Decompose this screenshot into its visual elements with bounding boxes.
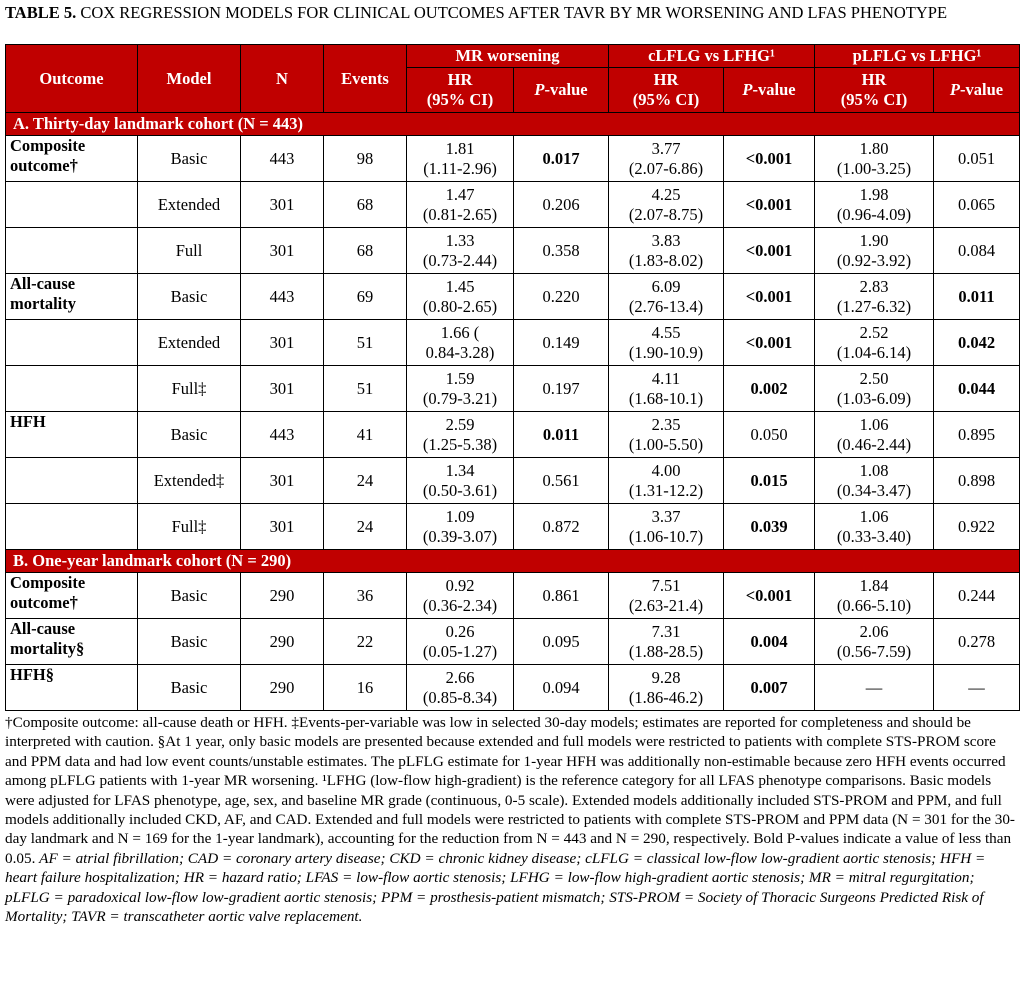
hr-cell bbox=[407, 182, 514, 228]
table-row bbox=[6, 274, 1020, 320]
events-cell: 51 bbox=[324, 320, 407, 366]
pvalue-cell: 0.007 bbox=[724, 665, 815, 711]
outcome-cell bbox=[6, 320, 138, 366]
hr-value: 1.90 bbox=[859, 230, 889, 250]
model-cell: Basic bbox=[138, 665, 241, 711]
table-row bbox=[6, 366, 1020, 412]
hr-cell bbox=[815, 136, 934, 182]
outcome-label: mortality bbox=[10, 294, 76, 313]
table-row bbox=[6, 182, 1020, 228]
header-hr-3 bbox=[815, 68, 934, 113]
ci-value: (1.03-6.09) bbox=[836, 388, 912, 408]
hr-cell bbox=[815, 665, 934, 711]
hr-cell bbox=[815, 274, 934, 320]
header-clflg: cLFLG vs LFHG¹ bbox=[609, 45, 815, 68]
outcome-label: Composite bbox=[10, 136, 86, 155]
hr-value: 4.11 bbox=[651, 368, 681, 388]
hr-value: 1.66 ( bbox=[440, 322, 480, 342]
ci-value: 0.84-3.28) bbox=[425, 342, 495, 362]
model-cell: Full‡ bbox=[138, 366, 241, 412]
hr-cell bbox=[815, 619, 934, 665]
hr-value: 3.77 bbox=[651, 138, 681, 158]
header-hr-2 bbox=[609, 68, 724, 113]
n-cell: 290 bbox=[241, 665, 324, 711]
ci-value: (1.90-10.9) bbox=[628, 342, 704, 362]
header-mr-worsening: MR worsening bbox=[407, 45, 609, 68]
outcome-cell bbox=[6, 573, 138, 619]
outcome-label: mortality§ bbox=[10, 639, 85, 658]
ci-value: (1.83-8.02) bbox=[628, 250, 704, 270]
model-cell: Extended‡ bbox=[138, 458, 241, 504]
ci-value: (1.88-28.5) bbox=[628, 641, 704, 661]
ci-value: (0.81-2.65) bbox=[422, 204, 498, 224]
hr-cell bbox=[815, 504, 934, 550]
pvalue-cell: 0.051 bbox=[934, 136, 1020, 182]
events-cell: 24 bbox=[324, 504, 407, 550]
ci-value: (1.06-10.7) bbox=[628, 526, 704, 546]
model-cell: Basic bbox=[138, 573, 241, 619]
hr-value: 2.66 bbox=[445, 667, 475, 687]
pvalue-cell: 0.044 bbox=[934, 366, 1020, 412]
pvalue-cell: 0.011 bbox=[934, 274, 1020, 320]
ci-value: (1.27-6.32) bbox=[836, 296, 912, 316]
outcome-cell bbox=[6, 228, 138, 274]
hr-cell bbox=[609, 619, 724, 665]
hr-value: 0.92 bbox=[445, 575, 475, 595]
ci-value: (0.36-2.34) bbox=[422, 595, 498, 615]
ci-value: (0.92-3.92) bbox=[836, 250, 912, 270]
header-ci-label: (95% CI) bbox=[632, 90, 700, 109]
pvalue-cell: 0.895 bbox=[934, 412, 1020, 458]
hr-cell bbox=[407, 412, 514, 458]
ci-value: (0.05-1.27) bbox=[422, 641, 498, 661]
header-pvalue-2 bbox=[724, 68, 815, 113]
header-hr-label: HR bbox=[861, 70, 887, 89]
model-cell: Full‡ bbox=[138, 504, 241, 550]
ci-value: (2.63-21.4) bbox=[628, 595, 704, 615]
hr-value: 1.59 bbox=[445, 368, 475, 388]
footnote-text: †Composite outcome: all-cause death or HFH. ‡Events-per-variable was low in selected 30-day models; estimates are reported for completeness and should be interpreted with caution. §At 1 year, only basic models are presented because extended and full models were restricted to patients with complete STS-PROM score and PPM data and had low event counts/unstable estimates. The pLFLG estimate for 1-year HFH was additionally non-estimable because zero HFH events occurred among pLFLG patients with 1-year MR worsening. ¹LFHG (low-flow high-gradient) is the reference category for all LFAS phenotype comparisons. Basic models were adjusted for LFAS phenotype, age, sex, and baseline MR grade (continuous, 0-5 scale). Extended models additionally included STS-PROM and PPM, and full models additionally included CKD, AF, and CAD. Extended and full models were restricted to patients with complete STS-PROM and PPM data (N = 301 for the 30-day landmark and N = 169 for the 1-year landmark), accounting for the reduction from N = 443 and N = 290, respectively. Bold P-values indicate a value of less than 0.05. bbox=[5, 714, 1015, 867]
hr-cell bbox=[609, 573, 724, 619]
ci-value: (0.33-3.40) bbox=[836, 526, 912, 546]
model-cell: Basic bbox=[138, 619, 241, 665]
hr-cell bbox=[815, 228, 934, 274]
outcome-cell bbox=[6, 458, 138, 504]
pvalue-cell: 0.050 bbox=[724, 412, 815, 458]
ci-value: (1.68-10.1) bbox=[628, 388, 704, 408]
hr-value: 1.08 bbox=[859, 460, 889, 480]
hr-value: 1.80 bbox=[859, 138, 889, 158]
pvalue-cell: 0.004 bbox=[724, 619, 815, 665]
hr-value: 7.31 bbox=[651, 621, 681, 641]
hr-cell bbox=[407, 619, 514, 665]
hr-cell bbox=[407, 228, 514, 274]
n-cell: 443 bbox=[241, 136, 324, 182]
ci-value: (0.34-3.47) bbox=[836, 480, 912, 500]
table-label: TABLE 5. bbox=[5, 3, 77, 22]
section-header-row bbox=[6, 113, 1020, 136]
header-p-italic: P bbox=[949, 80, 961, 99]
pvalue-cell: 0.220 bbox=[514, 274, 609, 320]
hr-cell bbox=[609, 320, 724, 366]
hr-value: 1.34 bbox=[445, 460, 475, 480]
hr-value: 7.51 bbox=[651, 575, 681, 595]
n-cell: 443 bbox=[241, 274, 324, 320]
pvalue-cell: 0.015 bbox=[724, 458, 815, 504]
pvalue-cell: 0.039 bbox=[724, 504, 815, 550]
hr-cell bbox=[609, 458, 724, 504]
hr-value: 4.25 bbox=[651, 184, 681, 204]
n-cell: 290 bbox=[241, 619, 324, 665]
n-cell: 301 bbox=[241, 228, 324, 274]
hr-value: 2.35 bbox=[651, 414, 681, 434]
pvalue-cell: 0.872 bbox=[514, 504, 609, 550]
outcome-cell bbox=[6, 504, 138, 550]
hr-cell bbox=[407, 366, 514, 412]
ci-value: (2.07-8.75) bbox=[628, 204, 704, 224]
model-cell: Basic bbox=[138, 136, 241, 182]
section-title: B. One-year landmark cohort (N = 290) bbox=[6, 550, 1020, 573]
header-p-rest: -value bbox=[752, 80, 796, 99]
n-cell: 301 bbox=[241, 366, 324, 412]
ci-value: (1.11-2.96) bbox=[423, 158, 497, 178]
outcome-cell bbox=[6, 412, 138, 458]
hr-cell bbox=[815, 320, 934, 366]
hr-value: 1.45 bbox=[445, 276, 475, 296]
header-hr-label: HR bbox=[447, 70, 473, 89]
pvalue-cell: <0.001 bbox=[724, 136, 815, 182]
header-p-rest: -value bbox=[960, 80, 1004, 99]
hr-value: 0.26 bbox=[445, 621, 475, 641]
events-cell: 22 bbox=[324, 619, 407, 665]
n-cell: 301 bbox=[241, 458, 324, 504]
ci-value: (0.85-8.34) bbox=[422, 687, 498, 707]
pvalue-cell: <0.001 bbox=[724, 573, 815, 619]
header-ci-label: (95% CI) bbox=[840, 90, 908, 109]
pvalue-cell: 0.065 bbox=[934, 182, 1020, 228]
events-cell: 36 bbox=[324, 573, 407, 619]
model-cell: Basic bbox=[138, 274, 241, 320]
outcome-cell bbox=[6, 136, 138, 182]
n-cell: 301 bbox=[241, 504, 324, 550]
n-cell: 301 bbox=[241, 320, 324, 366]
hr-value: 9.28 bbox=[651, 667, 681, 687]
hr-cell bbox=[609, 504, 724, 550]
table-row bbox=[6, 412, 1020, 458]
header-outcome: Outcome bbox=[6, 45, 138, 113]
hr-value: 2.06 bbox=[859, 621, 889, 641]
pvalue-cell: <0.001 bbox=[724, 182, 815, 228]
pvalue-cell: 0.095 bbox=[514, 619, 609, 665]
hr-value: 1.84 bbox=[859, 575, 889, 595]
header-hr-1 bbox=[407, 68, 514, 113]
hr-value: — bbox=[865, 677, 883, 697]
header-ci-label: (95% CI) bbox=[426, 90, 494, 109]
header-p-rest: -value bbox=[544, 80, 588, 99]
table-row bbox=[6, 228, 1020, 274]
header-n: N bbox=[241, 45, 324, 113]
header-hr-label: HR bbox=[653, 70, 679, 89]
header-pvalue-1 bbox=[514, 68, 609, 113]
pvalue-cell: 0.149 bbox=[514, 320, 609, 366]
hr-value: 2.52 bbox=[859, 322, 889, 342]
hr-value: 1.47 bbox=[445, 184, 475, 204]
ci-value: (1.04-6.14) bbox=[836, 342, 912, 362]
table-body bbox=[6, 113, 1020, 711]
pvalue-cell: 0.278 bbox=[934, 619, 1020, 665]
header-events: Events bbox=[324, 45, 407, 113]
events-cell: 68 bbox=[324, 182, 407, 228]
table-row bbox=[6, 573, 1020, 619]
events-cell: 16 bbox=[324, 665, 407, 711]
hr-cell bbox=[609, 665, 724, 711]
hr-value: 4.55 bbox=[651, 322, 681, 342]
hr-cell bbox=[407, 504, 514, 550]
ci-value: (0.96-4.09) bbox=[836, 204, 912, 224]
hr-cell bbox=[609, 228, 724, 274]
hr-cell bbox=[407, 320, 514, 366]
table-row bbox=[6, 458, 1020, 504]
hr-cell bbox=[609, 366, 724, 412]
hr-value: 1.33 bbox=[445, 230, 475, 250]
events-cell: 41 bbox=[324, 412, 407, 458]
table-footnote bbox=[5, 711, 1019, 926]
section-title: A. Thirty-day landmark cohort (N = 443) bbox=[6, 113, 1020, 136]
pvalue-cell: 0.898 bbox=[934, 458, 1020, 504]
header-p-italic: P bbox=[534, 80, 545, 99]
header-pvalue-3 bbox=[934, 68, 1020, 113]
outcome-cell bbox=[6, 619, 138, 665]
hr-cell bbox=[609, 136, 724, 182]
pvalue-cell: 0.922 bbox=[934, 504, 1020, 550]
hr-cell bbox=[407, 458, 514, 504]
model-cell: Basic bbox=[138, 412, 241, 458]
table-row bbox=[6, 665, 1020, 711]
hr-value: 1.98 bbox=[859, 184, 889, 204]
outcome-cell bbox=[6, 182, 138, 228]
pvalue-cell: <0.001 bbox=[724, 320, 815, 366]
pvalue-cell: 0.017 bbox=[514, 136, 609, 182]
ci-value: (0.73-2.44) bbox=[422, 250, 498, 270]
hr-value: 1.81 bbox=[445, 138, 475, 158]
table-row bbox=[6, 619, 1020, 665]
outcome-label: outcome† bbox=[10, 156, 78, 175]
hr-value: 2.83 bbox=[859, 276, 889, 296]
hr-cell bbox=[609, 274, 724, 320]
header-row-groups bbox=[6, 45, 1020, 68]
events-cell: 24 bbox=[324, 458, 407, 504]
model-cell: Full bbox=[138, 228, 241, 274]
pvalue-cell: 0.084 bbox=[934, 228, 1020, 274]
header-plflg: pLFLG vs LFHG¹ bbox=[815, 45, 1020, 68]
hr-cell bbox=[815, 458, 934, 504]
hr-value: 4.00 bbox=[651, 460, 681, 480]
outcome-label: All-cause bbox=[10, 274, 76, 293]
events-cell: 51 bbox=[324, 366, 407, 412]
footnote-abbreviations: AF = atrial fibrillation; CAD = coronary artery disease; CKD = chronic kidney disease; cLFLG = classical low-flow low-gradient aortic stenosis; HFH = heart failure hospitalization; HR = hazard ratio; LFAS = low-flow aortic stenosis; LFHG = low-flow high-gradient aortic stenosis; MR = mitral regurgitation; pLFLG = paradoxical low-flow low-gradient aortic stenosis; PPM = prosthesis-patient mismatch; STS-PROM = Society of Thoracic Surgeons Predicted Risk of Mortality; TAVR = transcatheter aortic valve replacement. bbox=[5, 849, 986, 926]
table-title: COX REGRESSION MODELS FOR CLINICAL OUTCOMES AFTER TAVR BY MR WORSENING AND LFAS PHENOTYPE bbox=[76, 3, 948, 22]
pvalue-cell: 0.002 bbox=[724, 366, 815, 412]
cox-regression-table bbox=[5, 44, 1020, 711]
hr-cell bbox=[609, 182, 724, 228]
outcome-label: HFH bbox=[10, 412, 46, 431]
model-cell: Extended bbox=[138, 182, 241, 228]
table-row bbox=[6, 504, 1020, 550]
ci-value: (1.86-46.2) bbox=[628, 687, 704, 707]
pvalue-cell: 0.561 bbox=[514, 458, 609, 504]
pvalue-cell: 0.011 bbox=[514, 412, 609, 458]
ci-value: (1.00-3.25) bbox=[836, 158, 912, 178]
hr-value: 1.09 bbox=[445, 506, 475, 526]
outcome-label: All-cause bbox=[10, 619, 76, 638]
ci-value: (1.31-12.2) bbox=[628, 480, 704, 500]
events-cell: 68 bbox=[324, 228, 407, 274]
events-cell: 69 bbox=[324, 274, 407, 320]
hr-cell bbox=[815, 412, 934, 458]
ci-value: (0.66-5.10) bbox=[836, 595, 912, 615]
hr-value: 1.06 bbox=[859, 506, 889, 526]
outcome-cell bbox=[6, 274, 138, 320]
table-caption bbox=[5, 0, 1019, 44]
pvalue-cell: 0.197 bbox=[514, 366, 609, 412]
pvalue-cell: 0.094 bbox=[514, 665, 609, 711]
ci-value: (1.25-5.38) bbox=[422, 434, 498, 454]
hr-cell bbox=[407, 274, 514, 320]
ci-value: (0.80-2.65) bbox=[422, 296, 498, 316]
hr-cell bbox=[815, 182, 934, 228]
outcome-label: HFH§ bbox=[10, 665, 54, 684]
n-cell: 290 bbox=[241, 573, 324, 619]
pvalue-cell: 0.244 bbox=[934, 573, 1020, 619]
pvalue-cell: 0.206 bbox=[514, 182, 609, 228]
section-header-row bbox=[6, 550, 1020, 573]
hr-value: 2.59 bbox=[445, 414, 475, 434]
ci-value: (1.00-5.50) bbox=[628, 434, 704, 454]
outcome-label: outcome† bbox=[10, 593, 78, 612]
n-cell: 301 bbox=[241, 182, 324, 228]
hr-value: 3.83 bbox=[651, 230, 681, 250]
hr-cell bbox=[407, 573, 514, 619]
outcome-label: Composite bbox=[10, 573, 86, 592]
n-cell: 443 bbox=[241, 412, 324, 458]
pvalue-cell: 0.358 bbox=[514, 228, 609, 274]
hr-value: 2.50 bbox=[859, 368, 889, 388]
ci-value: (0.79-3.21) bbox=[422, 388, 498, 408]
model-cell: Extended bbox=[138, 320, 241, 366]
table-row bbox=[6, 136, 1020, 182]
ci-value: (0.46-2.44) bbox=[836, 434, 912, 454]
ci-value: (2.07-6.86) bbox=[628, 158, 704, 178]
pvalue-cell: <0.001 bbox=[724, 228, 815, 274]
pvalue-cell: 0.861 bbox=[514, 573, 609, 619]
ci-value: (0.56-7.59) bbox=[836, 641, 912, 661]
hr-cell bbox=[609, 412, 724, 458]
hr-value: 6.09 bbox=[651, 276, 681, 296]
pvalue-cell: <0.001 bbox=[724, 274, 815, 320]
header-p-italic: P bbox=[742, 80, 753, 99]
outcome-cell bbox=[6, 665, 138, 711]
header-model: Model bbox=[138, 45, 241, 113]
hr-value: 3.37 bbox=[651, 506, 681, 526]
pvalue-cell: — bbox=[934, 665, 1020, 711]
hr-cell bbox=[407, 665, 514, 711]
pvalue-cell: 0.042 bbox=[934, 320, 1020, 366]
table-row bbox=[6, 320, 1020, 366]
events-cell: 98 bbox=[324, 136, 407, 182]
hr-value: 1.06 bbox=[859, 414, 889, 434]
outcome-cell bbox=[6, 366, 138, 412]
hr-cell bbox=[815, 573, 934, 619]
hr-cell bbox=[815, 366, 934, 412]
table-figure bbox=[5, 0, 1019, 926]
ci-value: (2.76-13.4) bbox=[628, 296, 704, 316]
ci-value: (0.50-3.61) bbox=[422, 480, 498, 500]
ci-value: (0.39-3.07) bbox=[422, 526, 498, 546]
hr-cell bbox=[407, 136, 514, 182]
